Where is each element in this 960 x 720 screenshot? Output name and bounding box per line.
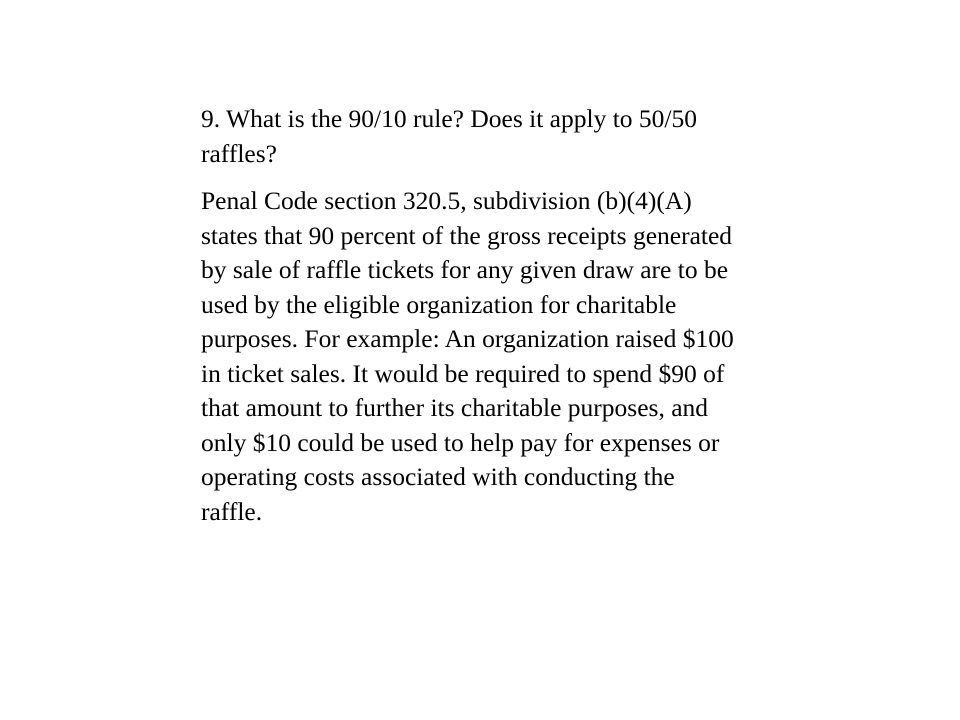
answer-line: purposes. For example: An organization raised $100 [201,324,734,353]
answer-line: operating costs associated with conducting the [201,462,675,491]
question-heading [201,102,891,171]
answer-line: by sale of raffle tickets for any given draw are to be [201,255,729,284]
answer-line: states that 90 percent of the gross receipts generated [201,220,733,250]
answer-line: that amount to further its charitable purposes, and [201,393,709,422]
answer-line: only $10 could be used to help pay for expenses or [201,427,720,457]
answer-line: used by the eligible organization for charitable [201,289,677,319]
answer-line: raffle. [201,496,263,526]
answer-paragraph [201,184,891,529]
question-line: 9. What is the 90/10 rule? Does it apply to 50/50 [201,104,697,133]
question-line: raffles? [201,138,277,168]
answer-line: in ticket sales. It would be required to spend $90 of [201,358,725,388]
slide-content [201,102,891,529]
answer-line: Penal Code section 320.5, subdivision (b)(4)(A) [201,186,692,215]
